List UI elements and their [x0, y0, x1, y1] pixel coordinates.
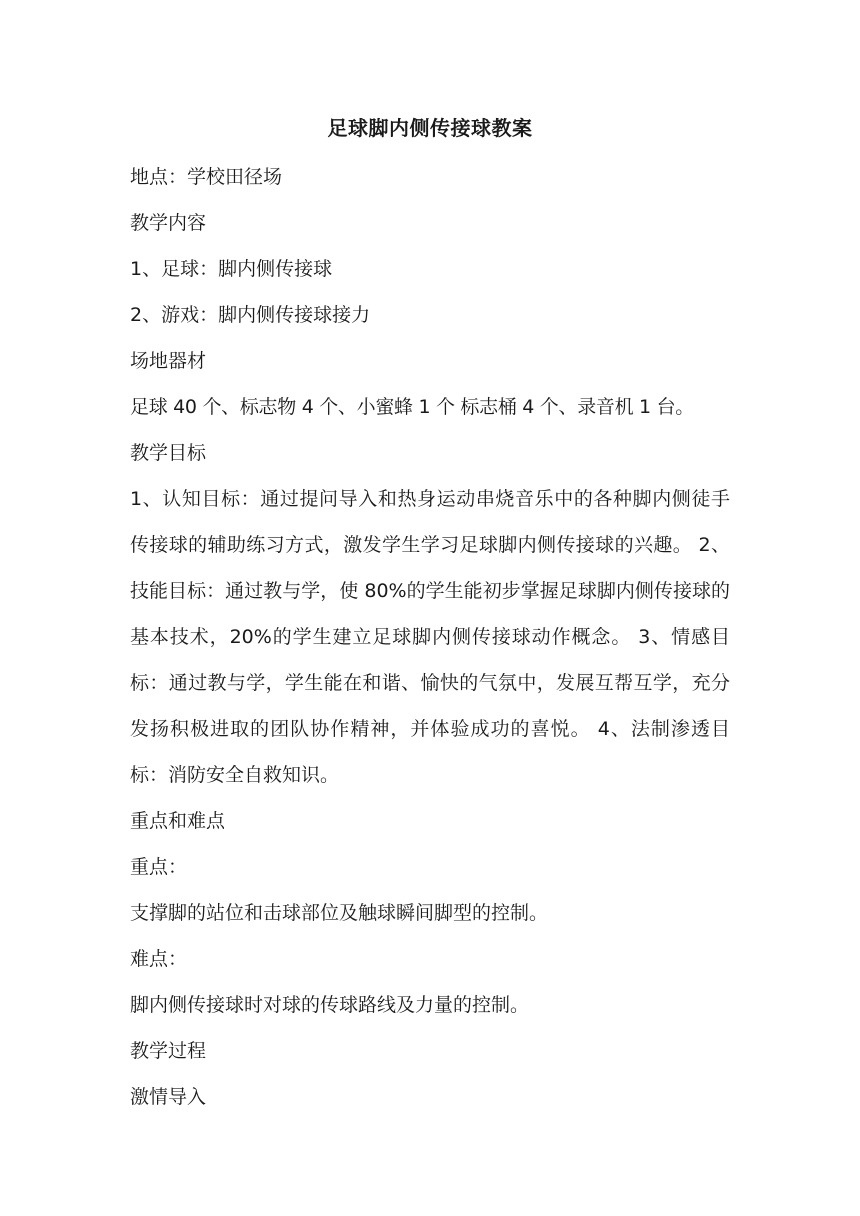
- document-title: 足球脚内侧传接球教案: [327, 116, 533, 140]
- teaching-content-heading: 教学内容: [130, 212, 207, 234]
- content-item-1: 1、足球：脚内侧传接球: [130, 258, 333, 280]
- difficult-point-label: 难点：: [130, 948, 188, 970]
- passion-intro-heading: 激情导入: [130, 1086, 207, 1108]
- key-point-text: 支撑脚的站位和击球部位及触球瞬间脚型的控制。: [130, 902, 549, 924]
- teaching-process-heading: 教学过程: [130, 1040, 207, 1062]
- objectives-text: 1、认知目标：通过提问导入和热身运动串烧音乐中的各种脚内侧徒手传接球的辅助练习方式，激发学生学习足球脚内侧传接球的兴趣。 2、技能目标：通过教与学，使 80%的学生能初步掌握足球脚内侧传接球的基本技术，20%的学生建立足球脚内侧传接球动作概念。 3、情感目标：通过教与学，学生能在和谐、愉快的气氛中，发展互帮互学，充分发扬积极进取的团队协作精神，并体验成功的喜悦。 4、法制渗透目标：消防安全自救知识。: [130, 488, 730, 786]
- equipment-heading: 场地器材: [130, 350, 207, 372]
- objectives-heading: 教学目标: [130, 442, 207, 464]
- difficult-point-text: 脚内侧传接球时对球的传球路线及力量的控制。: [130, 994, 530, 1016]
- key-point-label: 重点：: [130, 856, 188, 878]
- content-item-2: 2、游戏：脚内侧传接球接力: [130, 304, 371, 326]
- location-line: 地点：学校田径场: [130, 166, 283, 188]
- key-difficult-heading: 重点和难点: [130, 810, 226, 832]
- document-body: [130, 108, 730, 1120]
- equipment-text: 足球 40 个、标志物 4 个、小蜜蜂 1 个 标志桶 4 个、录音机 1 台。: [130, 396, 694, 418]
